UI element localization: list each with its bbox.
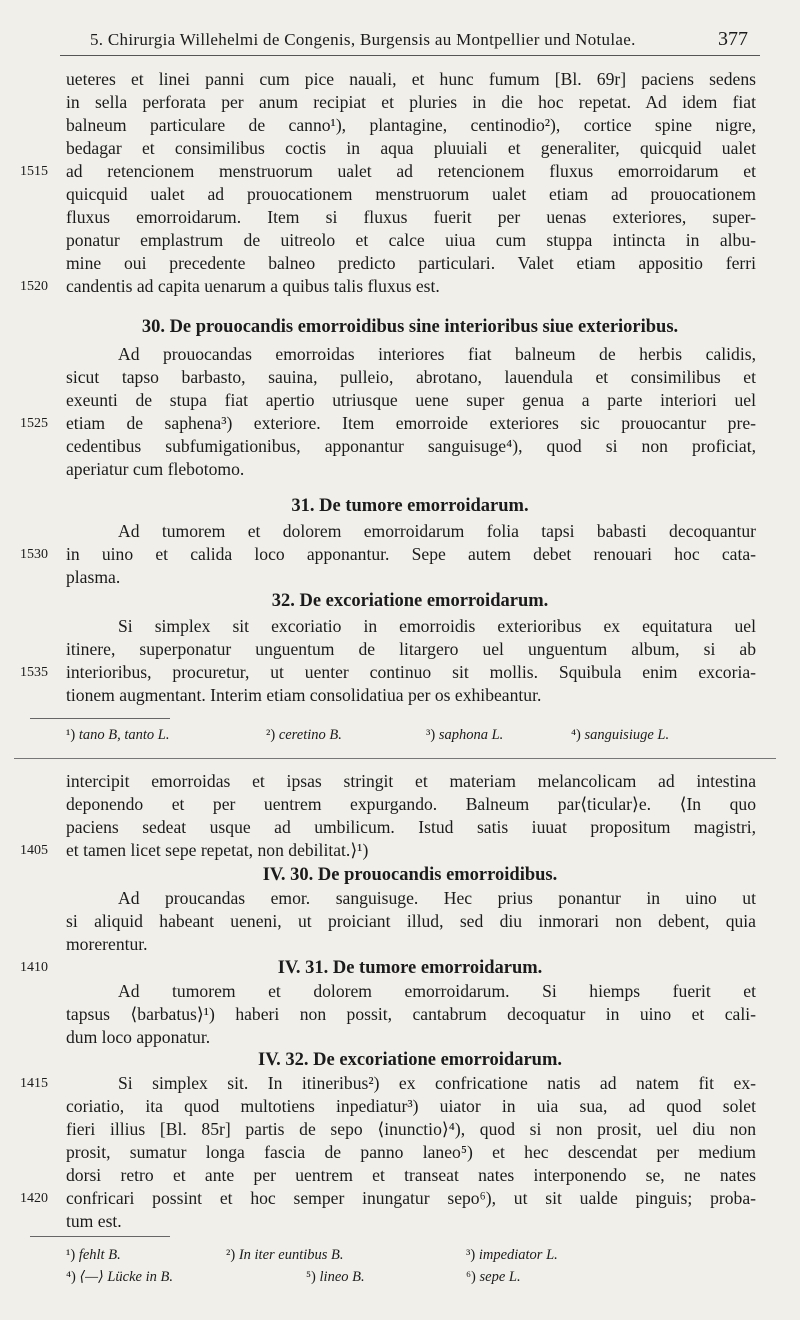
footnotes-bottom-row2 [66,1266,766,1288]
section-heading-iv32: IV. 32. De excoriatione emorroidarum. [258,1050,562,1070]
text-line: Si simplex sit. In itineribus²) ex confricatione natis ad natem fit ex- [118,1073,756,1093]
text-line: aperiatur cum flebotomo. [66,459,245,479]
text-line: ueteres et linei panni cum pice nauali, et hunc fumum [Bl. 69r] paciens sedens [66,69,756,89]
footnote-mark: ⁶) [466,1269,476,1285]
footnote-text: ⟨—⟩ Lücke in B. [79,1269,173,1285]
footnote-mark: ⁵) [306,1269,316,1285]
footnote [426,724,503,746]
footnote-mark: ¹) [66,1247,76,1263]
text-line: tapsus ⟨barbatus⟩¹) haberi non possit, cantabrum decoquatur in uino et cali- [66,1004,756,1024]
footnote-mark: ²) [266,727,276,743]
footnote [66,1244,121,1266]
text-line: Ad prouocandas emorroidas interiores fiat balneum de herbis calidis, [118,344,756,364]
footnote-text: ceretino B. [278,727,342,743]
line-number: 1530 [20,547,48,562]
header-rule [60,55,760,56]
text-line: Ad proucandas emor. sanguisuge. Hec prius ponantur in uino ut [118,888,756,908]
footnotes-top [66,724,766,746]
text-line: dorsi retro et ante per uentrem et transeat nates interponendo se, ne nates [66,1165,756,1185]
header-title: 5. Chirurgia Willehelmi de Congenis, Burgensis au Montpellier und Notulae. [90,30,636,49]
line-number: 1410 [20,960,48,975]
text-line: sicut tapso barbasto, sauina, pulleio, abrotano, lauendula et consimilibus et [66,367,756,387]
text-line: in uino et calida loco apponantur. Sepe autem debet renouari hoc cata- [66,544,756,564]
text-line: mine oui precedente balneo predicto particulari. Valet etiam appositio ferri [66,253,756,273]
text-line: balneum particulare de canno¹), plantagine, centinodio²), cortice spine nigre, [66,115,756,135]
footnote-text: sepe L. [479,1269,521,1285]
text-line: tionem augmentant. Interim etiam consolidatiua per os exhibeantur. [66,685,542,705]
text-line: intercipit emorroidas et ipsas stringit et materiam melancolicam ad intestina [66,771,756,791]
footnote [66,724,169,746]
footnotes-bottom-row1 [66,1244,766,1266]
section-heading-30: 30. De prouocandis emorroidibus sine interioribus siue exterioribus. [141,317,679,337]
text-line: in sella perforata per anum recipiat et pluries in die hoc repetat. Ad idem fiat [66,92,756,112]
footnote-text: lineo B. [319,1269,365,1285]
line-number: 1405 [20,843,48,858]
footnote [266,724,342,746]
footnote-text: fehlt B. [78,1247,121,1263]
text-line: Si simplex sit excoriatio in emorroidis exterioribus ex equitatura uel [118,616,756,636]
text-line: ponatur emplastrum de uitreolo et calce uiua cum stuppa intincta in albu- [66,230,756,250]
footnote-text: In iter euntibus B. [238,1247,344,1263]
text-line: plasma. [66,567,121,587]
text-line: Ad tumorem et dolorem emorroidarum. Si hiemps fuerit et [118,981,756,1001]
footnote-text: sanguisiuge L. [584,727,670,743]
footnote-mark: ⁴) [66,1269,76,1285]
footnote [466,1244,558,1266]
section-heading-31: 31. De tumore emorroidarum. [291,496,529,516]
page-number: 377 [718,28,748,50]
text-line: morerentur. [66,934,148,954]
line-number: 1520 [20,279,48,294]
footnote-rule [30,1236,170,1237]
text-line: exeunti de stupa fiat apertio utriusque uene super genua a parte interiori uel [66,390,756,410]
text-line: dum loco apponatur. [66,1027,211,1047]
text-line: cedentibus subfumigationibus, apponantur sanguisuge⁴), quod si non proficiat, [66,436,756,456]
footnote [466,1266,521,1288]
text-line: prosit, sumatur longa fascia de panno laneo⁵) et hec descendat per medium [66,1142,756,1162]
text-line: quicquid ualet ad prouocationem menstruorum ualet etiam ad prouocationem [66,184,756,204]
text-line: coriatio, ita quod multotiens inpediatur³) uiator in uia sua, ad quod solet [66,1096,756,1116]
text-line: et tamen licet sepe repetat, non debilitat.⟩¹) [66,840,369,860]
text-line: interioribus, procuretur, ut uenter continuo sit mollis. Squibula enim excoria- [66,662,756,682]
footnote-mark: ³) [466,1247,476,1263]
text-line: Ad tumorem et dolorem emorroidarum folia tapsi babasti decoquantur [118,521,756,541]
footnote-rule [30,718,170,719]
line-number: 1420 [20,1191,48,1206]
text-line: itinere, superponatur unguentum de litargero uel unguentum album, si ab [66,639,756,659]
text-line: bedagar et consimilibus coctis in aqua pluuiali et generaliter, quicquid ualet [66,138,756,158]
text-line: fluxus emorroidarum. Item si fluxus fuerit per uenas exteriores, super- [66,207,756,227]
text-line: paciens sedeat usque ad umbilicum. Istud satis iuuat propositum magistri, [66,817,756,837]
line-number: 1535 [20,665,48,680]
footnote [226,1244,344,1266]
footnote [306,1266,365,1288]
footnote-mark: ¹) [66,727,76,743]
section-heading-iv31: IV. 31. De tumore emorroidarum. [277,958,543,978]
footnote-text: tano B, tanto L. [78,727,170,743]
section-heading-iv30: IV. 30. De prouocandis emorroidibus. [262,865,558,885]
footnote-mark: ³) [426,727,436,743]
footnote-text: impediator L. [478,1247,558,1263]
text-line: si aliquid habeant ueneni, ut proiciant illud, sed diu inmorari non debent, quia [66,911,756,931]
line-number: 1515 [20,164,48,179]
footnote [571,724,669,746]
text-line: etiam de saphena³) exteriore. Item emorroide exteriores sic prouocantur pre- [66,413,756,433]
text-line: confricari possint et hoc semper inungatur sepo⁶), ut sit ualde pinguis; proba- [66,1188,756,1208]
footnote [66,1266,173,1288]
footnote-text: saphona L. [438,727,504,743]
section-heading-32: 32. De excoriatione emorroidarum. [271,591,549,611]
text-line: deponendo et per uentrem expurgando. Balneum par⟨ticular⟩e. ⟨In quo [66,794,756,814]
footnote-mark: ²) [226,1247,236,1263]
footnote-mark: ⁴) [571,727,581,743]
text-line: candentis ad capita uenarum a quibus talis fluxus est. [66,276,440,296]
section-divider [14,758,776,759]
line-number: 1525 [20,416,48,431]
running-header [60,28,760,54]
text-line: tum est. [66,1211,122,1231]
text-line: ad retencionem menstruorum ualet ad retencionem fluxus emorroidarum et [66,161,756,181]
line-number: 1415 [20,1076,48,1091]
text-line: fieri illius [Bl. 85r] partis de sepo ⟨inunctio⟩⁴), quod si non prosit, uel diu non [66,1119,756,1139]
